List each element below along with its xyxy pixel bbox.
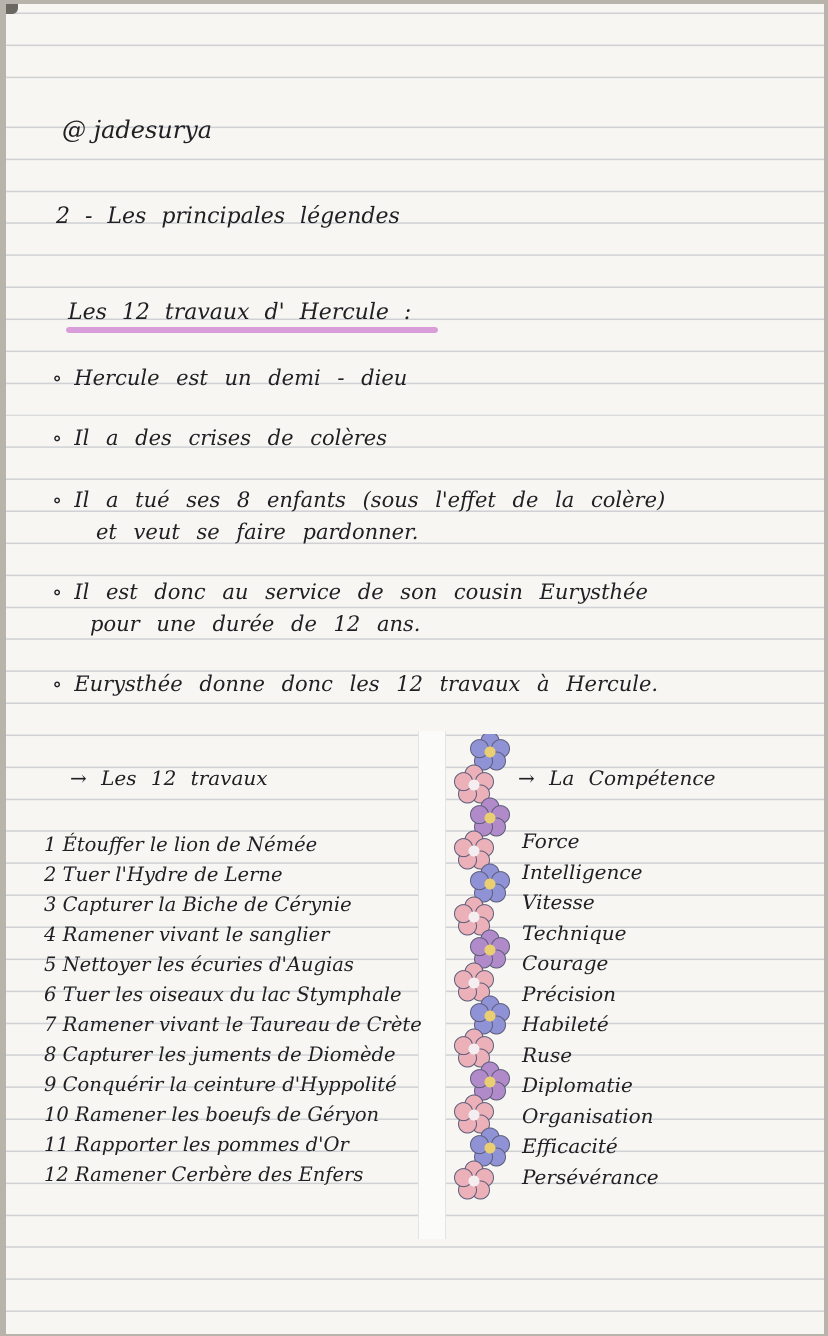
- travail-item: 1 Étouffer le lion de Némée: [44, 833, 318, 856]
- column-title-travaux: → Les 12 travaux: [70, 766, 268, 790]
- bullet-continuation: et veut se faire pardonner.: [96, 520, 419, 544]
- flower-center-icon: [485, 879, 496, 890]
- column-title-competence: → La Compétence: [518, 766, 716, 790]
- competence-item: Ruse: [522, 1042, 573, 1067]
- subtitle-highlight: [66, 327, 438, 333]
- travail-item: 4 Ramener vivant le sanglier: [44, 923, 330, 946]
- competence-item: Organisation: [522, 1103, 654, 1128]
- bullet-dot-icon: ∘: [52, 672, 63, 696]
- travail-item: 9 Conquérir la ceinture d'Hyppolité: [44, 1073, 397, 1096]
- travail-item: 11 Rapporter les pommes d'Or: [44, 1133, 349, 1156]
- flower-center-icon: [485, 945, 496, 956]
- notebook-page: [6, 4, 824, 1334]
- travail-item: 5 Nettoyer les écuries d'Augias: [44, 953, 354, 976]
- competence-item: Efficacité: [522, 1134, 618, 1158]
- competence-item: Habileté: [522, 1012, 609, 1036]
- bullet-text: Hercule est un demi - dieu: [74, 366, 408, 390]
- competence-item: Persévérance: [522, 1164, 659, 1189]
- flower-center-icon: [485, 813, 496, 824]
- flower-center-icon: [485, 1077, 496, 1088]
- bullet-item: [52, 488, 665, 512]
- travail-item: 7 Ramener vivant le Taureau de Crète: [44, 1013, 422, 1036]
- bullet-text: Eurysthée donne donc les 12 travaux à Hercule.: [74, 672, 659, 696]
- flower-center-icon: [469, 1044, 480, 1055]
- travail-item: 10 Ramener les boeufs de Géryon: [44, 1103, 380, 1126]
- competence-item: Diplomatie: [522, 1073, 633, 1097]
- subtitle: Les 12 travaux d' Hercule :: [68, 300, 412, 325]
- section-title: 2 - Les principales légendes: [56, 204, 400, 229]
- travail-item: 2 Tuer l'Hydre de Lerne: [44, 863, 283, 886]
- travaux-list: [44, 830, 422, 1190]
- competence-item: Intelligence: [522, 859, 643, 884]
- bullet-item: [52, 366, 407, 390]
- flower-center-icon: [469, 1110, 480, 1121]
- flower-center-icon: [485, 747, 496, 758]
- bullet-continuation: pour une durée de 12 ans.: [90, 612, 421, 636]
- competence-item: Vitesse: [522, 890, 595, 914]
- flower-center-icon: [469, 912, 480, 923]
- author-handle: @ jadesurya: [62, 116, 213, 144]
- bullet-text: Il a tué ses 8 enfants (sous l'effet de la colère): [74, 488, 666, 512]
- travail-item: 8 Capturer les juments de Diomède: [44, 1043, 396, 1066]
- flower-center-icon: [469, 1176, 480, 1187]
- bullet-dot-icon: ∘: [52, 488, 63, 512]
- competence-item: Précision: [522, 981, 617, 1006]
- bullet-dot-icon: ∘: [52, 426, 63, 450]
- bullet-dot-icon: ∘: [52, 366, 63, 390]
- travail-item: 6 Tuer les oiseaux du lac Stymphale: [44, 983, 402, 1006]
- bullet-item: [52, 672, 658, 696]
- flower-center-icon: [485, 1011, 496, 1022]
- flower-center-icon: [485, 1143, 496, 1154]
- competence-item: Technique: [522, 920, 627, 945]
- bullet-text: Il est donc au service de son cousin Eurysthée: [74, 580, 648, 604]
- competence-item: Courage: [522, 951, 609, 975]
- flower-center-icon: [469, 846, 480, 857]
- bullet-dot-icon: ∘: [52, 580, 63, 604]
- bullet-item: [52, 426, 387, 450]
- bullet-item: [52, 580, 648, 604]
- travail-item: 12 Ramener Cerbère des Enfers: [44, 1163, 364, 1186]
- travail-item: 3 Capturer la Biche de Cérynie: [44, 893, 352, 916]
- flower-center-icon: [469, 780, 480, 791]
- flower-decoration-icon: [442, 734, 522, 1204]
- page-corner-shadow: [6, 4, 18, 14]
- bullet-text: Il a des crises de colères: [74, 426, 388, 450]
- competence-list: [522, 826, 659, 1192]
- competence-item: Force: [522, 829, 580, 853]
- flower-center-icon: [469, 978, 480, 989]
